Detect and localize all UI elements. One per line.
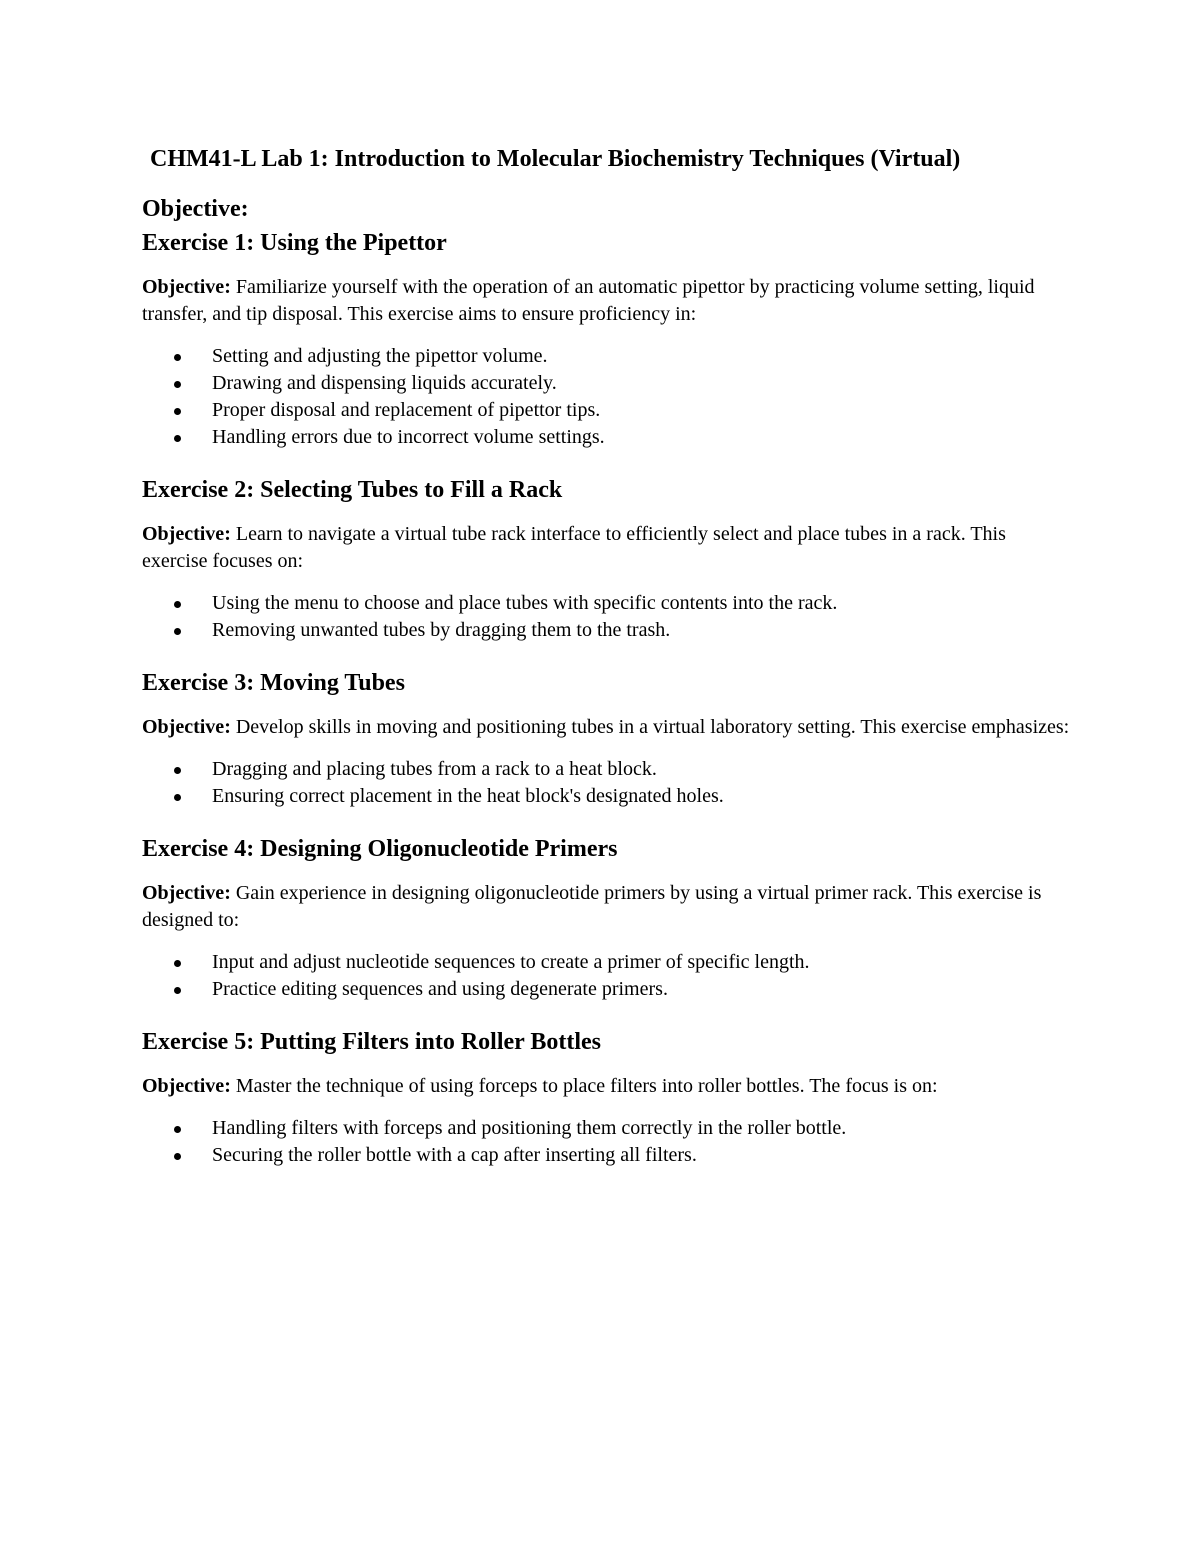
list-item: Removing unwanted tubes by dragging them to the trash. <box>142 617 1072 644</box>
exercise-1-bullet-list <box>142 343 1072 451</box>
exercise-1-objective <box>142 274 1072 328</box>
exercise-1-heading: Exercise 1: Using the Pipettor <box>142 230 447 256</box>
objective-heading: Objective: <box>142 196 249 222</box>
list-item: Handling filters with forceps and positioning them correctly in the roller bottle. <box>142 1115 1072 1142</box>
exercise-1-objective-text: Familiarize yourself with the operation of an automatic pipettor by practicing volume setting, liquid transfer, and tip disposal. This exercise aims to ensure proficiency in: <box>142 276 1035 325</box>
bullet-icon <box>174 408 181 415</box>
bullet-icon <box>174 794 181 801</box>
list-item: Dragging and placing tubes from a rack to a heat block. <box>142 756 1072 783</box>
exercise-3-heading: Exercise 3: Moving Tubes <box>142 670 405 696</box>
exercise-2-section <box>142 473 1072 644</box>
list-item: Input and adjust nucleotide sequences to create a primer of specific length. <box>142 949 1072 976</box>
objective-label: Objective: <box>142 523 231 545</box>
bullet-icon <box>174 767 181 774</box>
bullet-icon <box>174 435 181 442</box>
exercise-1-section <box>142 226 1072 451</box>
exercise-4-heading: Exercise 4: Designing Oligonucleotide Primers <box>142 836 618 862</box>
bullet-icon <box>174 628 181 635</box>
exercise-2-bullet-list <box>142 590 1072 644</box>
exercise-5-objective-text: Master the technique of using forceps to place filters into roller bottles. The focus is on: <box>230 1075 938 1097</box>
exercise-3-bullet-list <box>142 756 1072 810</box>
exercise-3-objective-text: Develop skills in moving and positioning tubes in a virtual laboratory setting. This exercise emphasizes: <box>230 716 1070 738</box>
exercise-4-objective <box>142 880 1072 934</box>
bullet-icon <box>174 381 181 388</box>
document-page <box>142 140 1072 1191</box>
bullet-icon <box>174 354 181 361</box>
list-item: Drawing and dispensing liquids accurately. <box>142 370 1072 397</box>
exercise-4-bullet-list <box>142 949 1072 1003</box>
objective-label: Objective: <box>142 1075 231 1097</box>
bullet-icon <box>174 1153 181 1160</box>
list-item: Practice editing sequences and using degenerate primers. <box>142 976 1072 1003</box>
list-item: Proper disposal and replacement of pipettor tips. <box>142 397 1072 424</box>
bullet-icon <box>174 960 181 967</box>
exercise-5-bullet-list <box>142 1115 1072 1169</box>
list-item: Securing the roller bottle with a cap after inserting all filters. <box>142 1142 1072 1169</box>
objective-label: Objective: <box>142 882 231 904</box>
exercise-3-section <box>142 666 1072 810</box>
list-item: Handling errors due to incorrect volume settings. <box>142 424 1072 451</box>
bullet-icon <box>174 1126 181 1133</box>
exercise-5-section <box>142 1025 1072 1169</box>
list-item: Ensuring correct placement in the heat block's designated holes. <box>142 783 1072 810</box>
exercise-5-objective <box>142 1073 1072 1100</box>
list-item: Using the menu to choose and place tubes with specific contents into the rack. <box>142 590 1072 617</box>
exercise-2-heading: Exercise 2: Selecting Tubes to Fill a Rack <box>142 477 563 503</box>
exercise-4-objective-text: Gain experience in designing oligonucleotide primers by using a virtual primer rack. This exercise is designed to: <box>142 882 1042 931</box>
document-title: CHM41-L Lab 1: Introduction to Molecular Biochemistry Techniques (Virtual) <box>150 146 961 172</box>
exercise-4-section <box>142 832 1072 1003</box>
exercise-3-objective <box>142 714 1072 741</box>
exercise-2-objective-text: Learn to navigate a virtual tube rack interface to efficiently select and place tubes in a rack. This exercise focuses on: <box>142 523 1006 572</box>
exercise-5-heading: Exercise 5: Putting Filters into Roller Bottles <box>142 1029 602 1055</box>
exercise-2-objective <box>142 521 1072 575</box>
list-item: Setting and adjusting the pipettor volume. <box>142 343 1072 370</box>
bullet-icon <box>174 987 181 994</box>
objective-label: Objective: <box>142 716 231 738</box>
bullet-icon <box>174 601 181 608</box>
objective-label: Objective: <box>142 276 231 298</box>
